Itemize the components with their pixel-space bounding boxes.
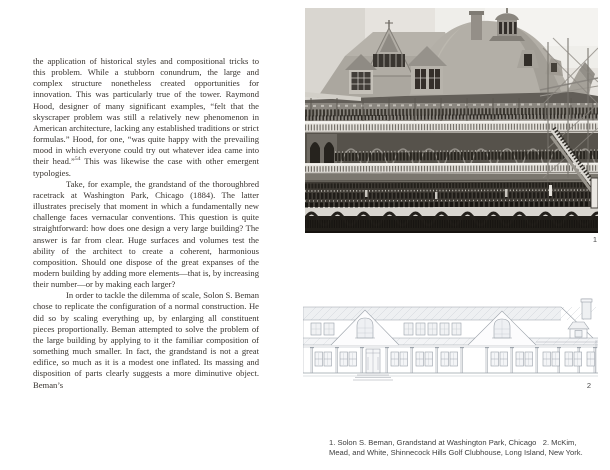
elevation-lines	[303, 299, 598, 380]
trackside-sign	[591, 178, 598, 208]
paragraph-3: In order to tackle the dilemma of scale, Solon S. Beman chose to replicate the configuration of a normal construction. He did so by scaling everything up, by enlarging all constituent pieces proportionally. Beman attempted to solve the problem of the large building by applying to it the familiar composition of something much smaller. In fact, the grandstand is not a great edifice, so much as it is a modest one inflated. Its massing and disposition of parts clearly suggests a more diminutive object. Beman’s	[33, 290, 259, 390]
paragraph-1-text: the application of historical styles and compositional tricks to this problem. While a stubborn conundrum, the large and complex structure nonetheless created opportunities for innovation. This was particularly true of the tower. Raymond Hood, designer of many significant examples, “felt that the skyscraper problem was still a relatively new phenomenon in American architecture, lacking any established traditions or strict formulas.” Hood, for one, “was quite happy with the prevailing mood in which everyone could try out whatever idea came into their head.”	[33, 56, 259, 167]
chimney	[471, 12, 482, 40]
clubhouse-elevation-drawing	[303, 292, 598, 386]
figure-clubhouse-elevation	[303, 292, 598, 386]
entrance	[353, 349, 393, 380]
right-dormer	[568, 322, 589, 338]
figure-caption	[329, 438, 605, 458]
paragraph-1	[33, 56, 259, 179]
body-text-column	[33, 56, 259, 391]
paragraph-2: Take, for example, the grandstand of the thoroughbred racetrack at Washington Park, Chicago (1884). The latter illustrates precisely that moment in which a fundamentally new challenge faces vernacular conventions. This question is quite straightforward: how does one design a very large building? The answer is far from clear. Huge surfaces and volumes test the ability of the architect to create a coherent, harmonious composition. Should one dispose of the great expanses of the modern building by adding more elements—that is, by increasing their number—or by making each larger?	[33, 178, 259, 290]
paragraph-1-continued: This was likewise the case with other emergent typologies.	[33, 156, 259, 178]
figure-grandstand-photo	[305, 8, 598, 233]
caption-line-2: Mead, and White, Shinnecock Hills Golf Clubhouse, Long Island, New York.	[329, 447, 583, 457]
footnote-reference: 54	[74, 156, 81, 163]
figure2-number: 2	[586, 381, 592, 390]
lower-windows	[315, 352, 595, 366]
galleries	[305, 98, 598, 207]
caption-line-1: 1. Solon S. Beman, Grandstand at Washington Park, Chicago 2. McKim,	[329, 438, 577, 447]
grandstand-photo-illustration	[305, 8, 598, 233]
figure1-number: 1	[592, 235, 598, 244]
infield-fence	[305, 213, 598, 233]
